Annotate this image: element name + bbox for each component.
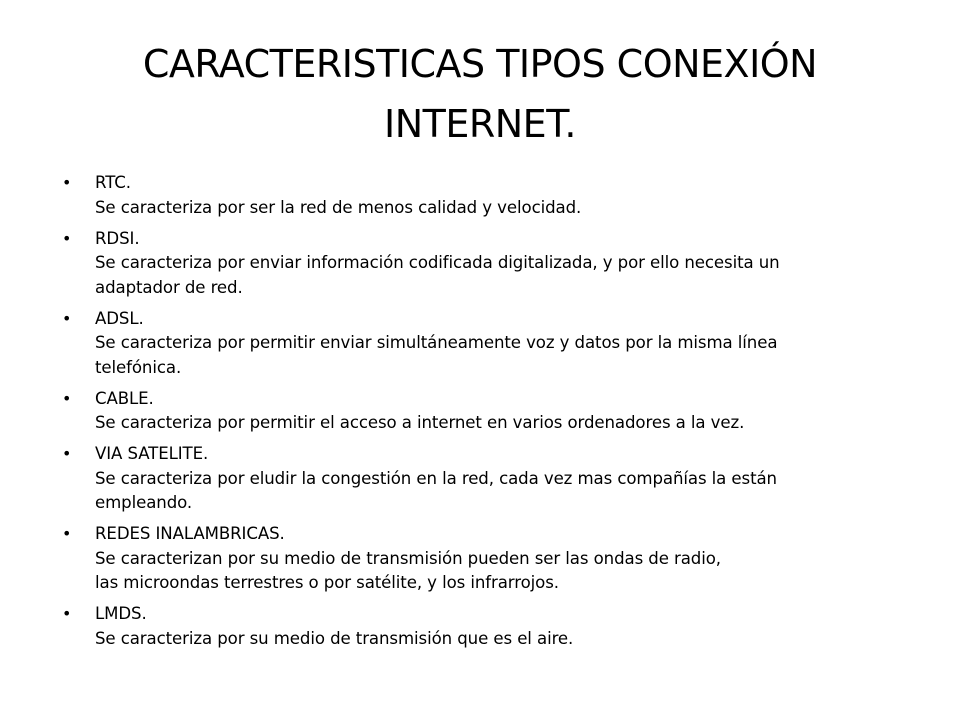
connection-type-description: Se caracteriza por eludir la congestión en la red, cada vez mas compañías la están empleando. [95,468,777,512]
list-item [62,387,922,436]
slide-title: CARACTERISTICAS TIPOS CONEXIÓN INTERNET. [142,42,818,146]
connection-type-description: Se caracterizan por su medio de transmisión pueden ser las ondas de radio, las microondas terrestres o por satélite, y los infrarrojos. [95,548,721,592]
list-item [62,227,922,301]
list-item [62,171,922,220]
connection-type-description: Se caracteriza por enviar información codificada digitalizada, y por ello necesita un adaptador de red. [95,253,780,297]
list-item [62,307,922,381]
connection-type-name: ADSL. [95,308,144,328]
connection-type-name: RTC. [95,173,131,192]
connection-type-name: REDES INALAMBRICAS. [95,524,285,543]
connection-type-description: Se caracteriza por permitir enviar simultáneamente voz y datos por la misma línea telefónica. [95,333,778,377]
connection-type-description: Se caracteriza por su medio de transmisión que es el aire. [95,628,574,648]
bullet-dot-icon: • [62,444,72,463]
bullet-dot-icon: • [62,388,72,408]
bullet-dot-icon: • [62,524,72,543]
connection-type-name: LMDS. [95,604,147,623]
list-item [62,522,922,596]
bullet-dot-icon: • [62,604,72,623]
connection-type-description: Se caracteriza por ser la red de menos calidad y velocidad. [95,197,582,217]
connection-type-name: RDSI. [95,228,140,248]
bullet-dot-icon: • [62,173,72,192]
bullet-dot-icon: • [62,228,72,248]
list-item [62,442,922,516]
connection-type-description: Se caracteriza por permitir el acceso a internet en varios ordenadores a la vez. [95,413,745,432]
bullet-list [62,171,922,658]
list-item [62,602,922,651]
connection-type-name: CABLE. [95,388,154,408]
connection-type-name: VIA SATELITE. [95,444,209,463]
bullet-dot-icon: • [62,308,72,328]
